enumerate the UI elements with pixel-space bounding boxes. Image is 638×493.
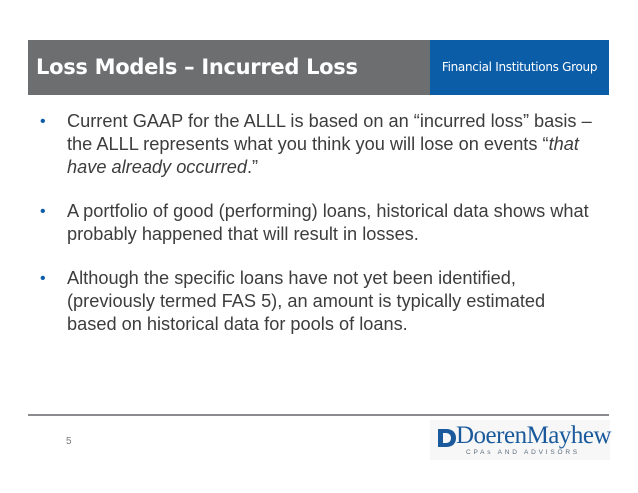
bullet-dot-icon: • (40, 113, 46, 130)
bullet-text-part: Current GAAP for the ALLL is based on an “incurred loss” basis – the ALLL represents what you think you will lose on events “ (67, 111, 592, 154)
logo-mark-icon (434, 426, 458, 450)
bullet-dot-icon: • (40, 270, 46, 287)
bullet-dot-icon: • (40, 203, 46, 220)
bullet-text: Although the specific loans have not yet been identified, (previously termed FAS 5), an amount is typically estimated based on historical data for pools of loans. (67, 268, 546, 334)
bullet-text-part: .” (246, 157, 259, 177)
bullet-list (38, 110, 598, 357)
logo-name: DoerenMayhew (456, 422, 612, 449)
group-label-box (430, 40, 609, 95)
company-logo (430, 420, 610, 460)
page-number: 5 (66, 436, 72, 447)
slide-title: Loss Models – Incurred Loss (36, 55, 358, 79)
bullet-item (38, 110, 598, 179)
footer-divider (28, 414, 609, 416)
bullet-emphasis: that have already occurred (67, 134, 579, 177)
group-label: Financial Institutions Group (441, 60, 598, 74)
bullet-text (67, 111, 592, 177)
bullet-item (38, 200, 598, 246)
bullet-text: A portfolio of good (performing) loans, historical data shows what probably happened that will result in losses. (67, 201, 589, 244)
title-bar (28, 40, 609, 95)
logo-tagline: CPAs AND ADVISORS (466, 449, 580, 456)
bullet-item (38, 267, 598, 336)
